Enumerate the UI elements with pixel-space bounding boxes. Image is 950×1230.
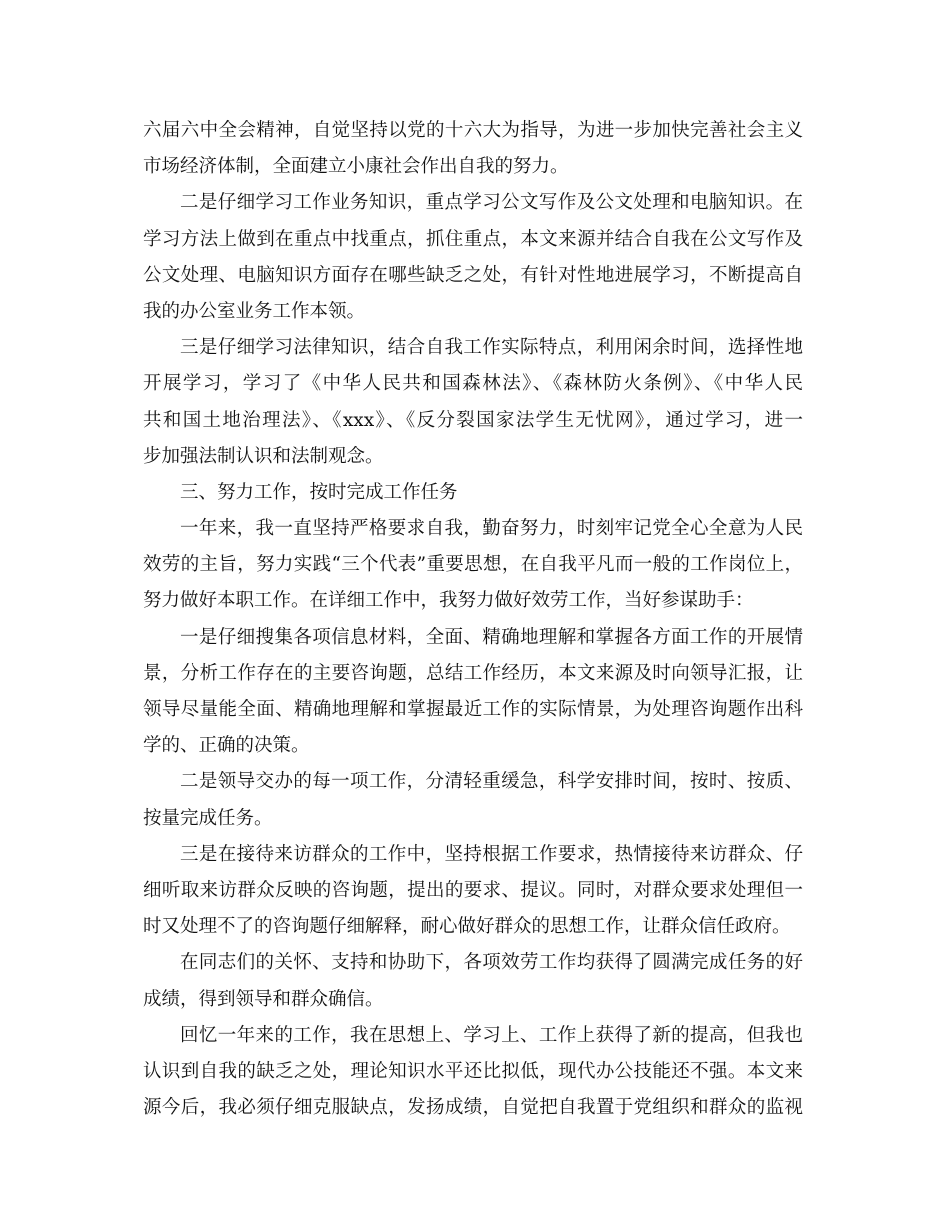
text-line: 步加强法制认识和法制观念。: [143, 445, 384, 467]
text-line: 二是仔细学习工作业务知识，重点学习公文写作及公文处理和电脑知识。在: [180, 192, 803, 214]
document-body: [143, 113, 803, 1126]
text-line: 源今后，我必须仔细克服缺点，发扬成绩，自觉把自我置于党组织和群众的监视: [143, 1097, 803, 1119]
text-line: 三、努力工作，按时完成工作任务: [180, 481, 458, 503]
text-line: 共和国土地治理法》、《xxx》、《反分裂国家法学生无忧网》，通过学习，进一: [143, 409, 803, 431]
text-line: 一是仔细搜集各项信息材料，全面、精确地理解和掌握各方面工作的开展情: [180, 626, 803, 648]
text-line: 三是在接待来访群众的工作中，坚持根据工作要求，热情接待来访群众、仔: [180, 843, 803, 865]
text-line: 按量完成任务。: [143, 807, 273, 829]
text-line: 三是仔细学习法律知识，结合自我工作实际特点，利用闲余时间，选择性地: [180, 337, 803, 359]
text-line: 景，分析工作存在的主要咨询题，总结工作经历，本文来源及时向领导汇报，让: [143, 662, 803, 684]
text-line: 公文处理、电脑知识方面存在哪些缺乏之处，有针对性地进展学习，不断提高自: [143, 264, 803, 286]
text-line: 在同志们的关怀、支持和协助下，各项效劳工作均获得了圆满完成任务的好: [180, 952, 803, 974]
text-line: 二是领导交办的每一项工作，分清轻重缓急，科学安排时间，按时、按质、: [180, 771, 803, 793]
text-line: 领导尽量能全面、精确地理解和掌握最近工作的实际情景，为处理咨询题作出科: [143, 699, 803, 720]
text-line: 时又处理不了的咨询题仔细解释，耐心做好群众的思想工作，让群众信任政府。: [143, 916, 791, 938]
text-line: 学的、正确的决策。: [143, 735, 310, 757]
text-line: 一年来，我一直坚持严格要求自我，勤奋努力，时刻牢记党全心全意为人民: [180, 518, 803, 540]
text-line: 六届六中全会精神，自觉坚持以党的十六大为指导，为进一步加快完善社会主义: [143, 120, 803, 141]
text-line: 我的办公室业务工作本领。: [143, 300, 366, 322]
text-line: 细听取来访群众反映的咨询题，提出的要求、提议。同时，对群众要求处理但一: [143, 879, 803, 901]
text-line: 成绩，得到领导和群众确信。: [143, 988, 384, 1010]
text-line: 效劳的主旨，努力实践“三个代表”重要思想，在自我平凡而一般的工作岗位上，: [143, 554, 803, 576]
text-line: 市场经济体制，全面建立小康社会作出自我的努力。: [143, 156, 569, 178]
text-line: 回忆一年来的工作，我在思想上、学习上、工作上获得了新的提高，但我也: [180, 1024, 803, 1046]
text-line: 学习方法上做到在重点中找重点，抓住重点，本文来源并结合自我在公文写作及: [143, 228, 803, 250]
text-line: 努力做好本职工作。在详细工作中，我努力做好效劳工作，当好参谋助手：: [143, 590, 754, 612]
text-line: 开展学习，学习了《中华人民共和国森林法》、《森林防火条例》、《中华人民: [143, 373, 803, 395]
text-line: 认识到自我的缺乏之处，理论知识水平还比拟低，现代办公技能还不强。本文来: [143, 1060, 803, 1082]
